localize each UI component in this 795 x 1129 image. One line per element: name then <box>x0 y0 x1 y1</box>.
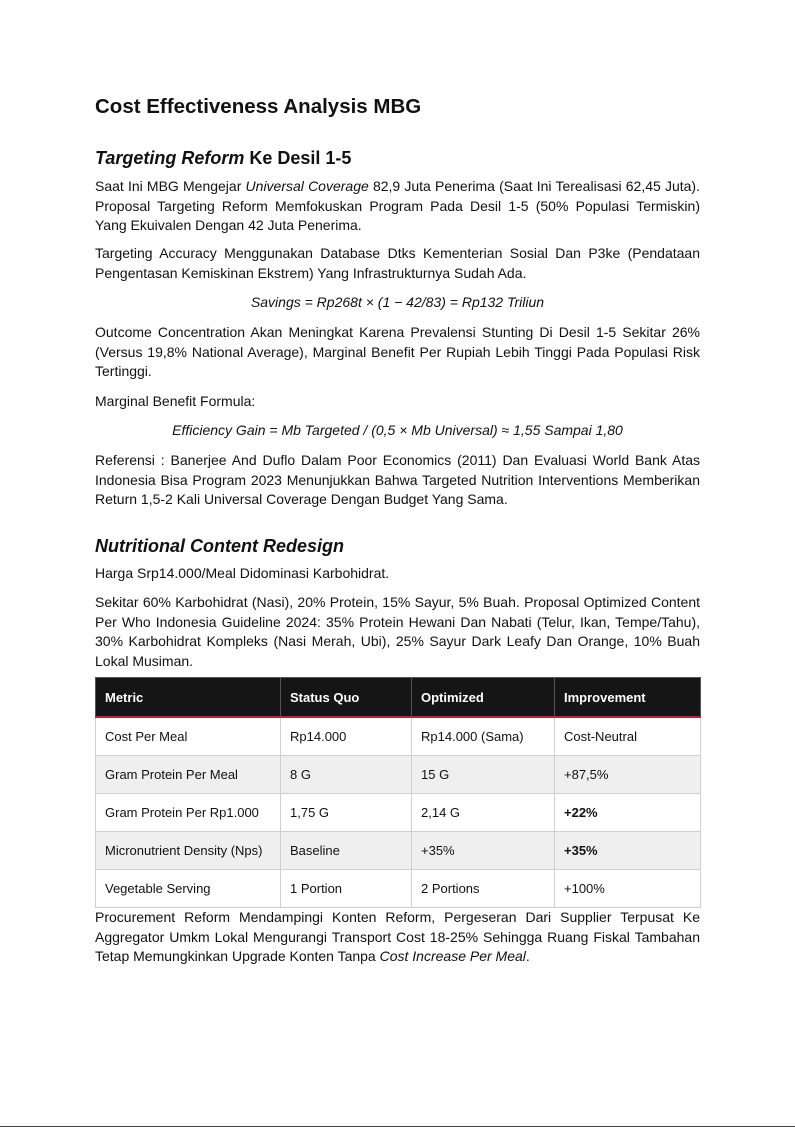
table-row <box>96 832 701 870</box>
table-cell: +35% <box>412 832 555 870</box>
paragraph-outcome: Outcome Concentration Akan Meningkat Karena Prevalensi Stunting Di Desil 1-5 Sekitar 26% (Versus 19,8% National Average), Marginal Benefit Per Rupiah Lebih Tinggi Pada Populasi Risk Tertinggi. <box>95 324 700 379</box>
section-heading-nutrition <box>95 536 700 557</box>
heading-rest: Ke Desil 1-5 <box>244 148 352 168</box>
table-row <box>96 870 701 908</box>
header-metric: Metric <box>96 678 281 718</box>
paragraph-coverage <box>95 177 700 236</box>
table-cell: +100% <box>555 870 701 908</box>
header-status-quo: Status Quo <box>281 678 412 718</box>
header-optimized: Optimized <box>412 678 555 718</box>
table-cell: 8 G <box>281 756 412 794</box>
table-row <box>96 756 701 794</box>
table-cell: 2,14 G <box>412 794 555 832</box>
text-run: Saat Ini MBG Mengejar <box>95 178 246 194</box>
paragraph-procurement <box>95 908 700 967</box>
heading-italic: Nutritional Content Redesign <box>95 536 344 556</box>
formula-efficiency: Efficiency Gain = Mb Targeted / (0,5 × Mb Universal) ≈ 1,55 Sampai 1,80 <box>172 422 623 438</box>
table-cell: Rp14.000 (Sama) <box>412 717 555 756</box>
formula-savings: Savings = Rp268t × (1 − 42/83) = Rp132 Triliun <box>250 294 545 310</box>
paragraph-composition: Sekitar 60% Karbohidrat (Nasi), 20% Protein, 15% Sayur, 5% Buah. Proposal Optimized Content Per Who Indonesia Guideline 2024: 35% Protein Hewani Dan Nabati (Telur, Ikan, Tempe/Tahu), 30% Karbohidrat Kompleks (Nasi Merah, Ubi), 25% Sayur Dark Leafy Dan Orange, 10% Buah Lokal Musiman. <box>95 594 700 669</box>
page-bottom-rule <box>0 1126 795 1127</box>
table-row <box>96 794 701 832</box>
page-title: Cost Effectiveness Analysis MBG <box>95 95 422 118</box>
table-cell: Cost Per Meal <box>96 717 281 756</box>
table-cell: +35% <box>555 832 701 870</box>
table-cell: Rp14.000 <box>281 717 412 756</box>
section-heading-targeting <box>95 148 700 169</box>
table-cell: 15 G <box>412 756 555 794</box>
table-cell: Micronutrient Density (Nps) <box>96 832 281 870</box>
table-cell: +87,5% <box>555 756 701 794</box>
text-run-italic: Cost Increase Per Meal <box>379 948 526 964</box>
comparison-table <box>95 677 701 908</box>
table-row <box>96 717 701 756</box>
table-cell: Vegetable Serving <box>96 870 281 908</box>
table-header-row <box>96 678 701 718</box>
text-run: Procurement Reform Mendampingi Konten Reform, Pergeseran Dari Supplier Terpusat Ke Aggregator Umkm Lokal Mengurangi Transport Cost 18-25% Sehingga Ruang Fiskal Tambahan Tetap Memungkinkan Upgrade Konten Tanpa <box>95 909 700 964</box>
text-run: . <box>525 948 530 964</box>
header-improvement: Improvement <box>555 678 701 718</box>
table-cell: Gram Protein Per Meal <box>96 756 281 794</box>
table-cell: +22% <box>555 794 701 832</box>
table-cell: 2 Portions <box>412 870 555 908</box>
heading-italic: Targeting Reform <box>95 148 245 168</box>
paragraph-targeting-accuracy: Targeting Accuracy Menggunakan Database Dtks Kementerian Sosial Dan P3ke (Pendataan Pengentasan Kemiskinan Ekstrem) Yang Infrastrukturnya Sudah Ada. <box>95 245 700 281</box>
table-cell: Baseline <box>281 832 412 870</box>
paragraph-marginal-label: Marginal Benefit Formula: <box>95 393 256 409</box>
table-cell: Gram Protein Per Rp1.000 <box>96 794 281 832</box>
paragraph-reference: Referensi : Banerjee And Duflo Dalam Poor Economics (2011) Dan Evaluasi World Bank Atas Indonesia Bisa Program 2023 Menunjukkan Bahwa Targeted Nutrition Interventions Memberikan Return 1,5-2 Kali Universal Coverage Dengan Budget Yang Sama. <box>95 452 700 507</box>
table-cell: 1,75 G <box>281 794 412 832</box>
table-cell: 1 Portion <box>281 870 412 908</box>
text-run-italic: Universal Coverage <box>245 178 369 194</box>
paragraph-price: Harga Srp14.000/Meal Didominasi Karbohidrat. <box>95 565 390 581</box>
table-cell: Cost-Neutral <box>555 717 701 756</box>
text-run: 82,9 Juta Penerima (Saat Ini Terealisasi 62,45 Juta). Proposal Targeting Reform Memfokuskan Program Pada Desil 1-5 (50% Populasi Termiskin) Yang Ekuivalen Dengan 42 Juta Penerima. <box>95 178 700 233</box>
